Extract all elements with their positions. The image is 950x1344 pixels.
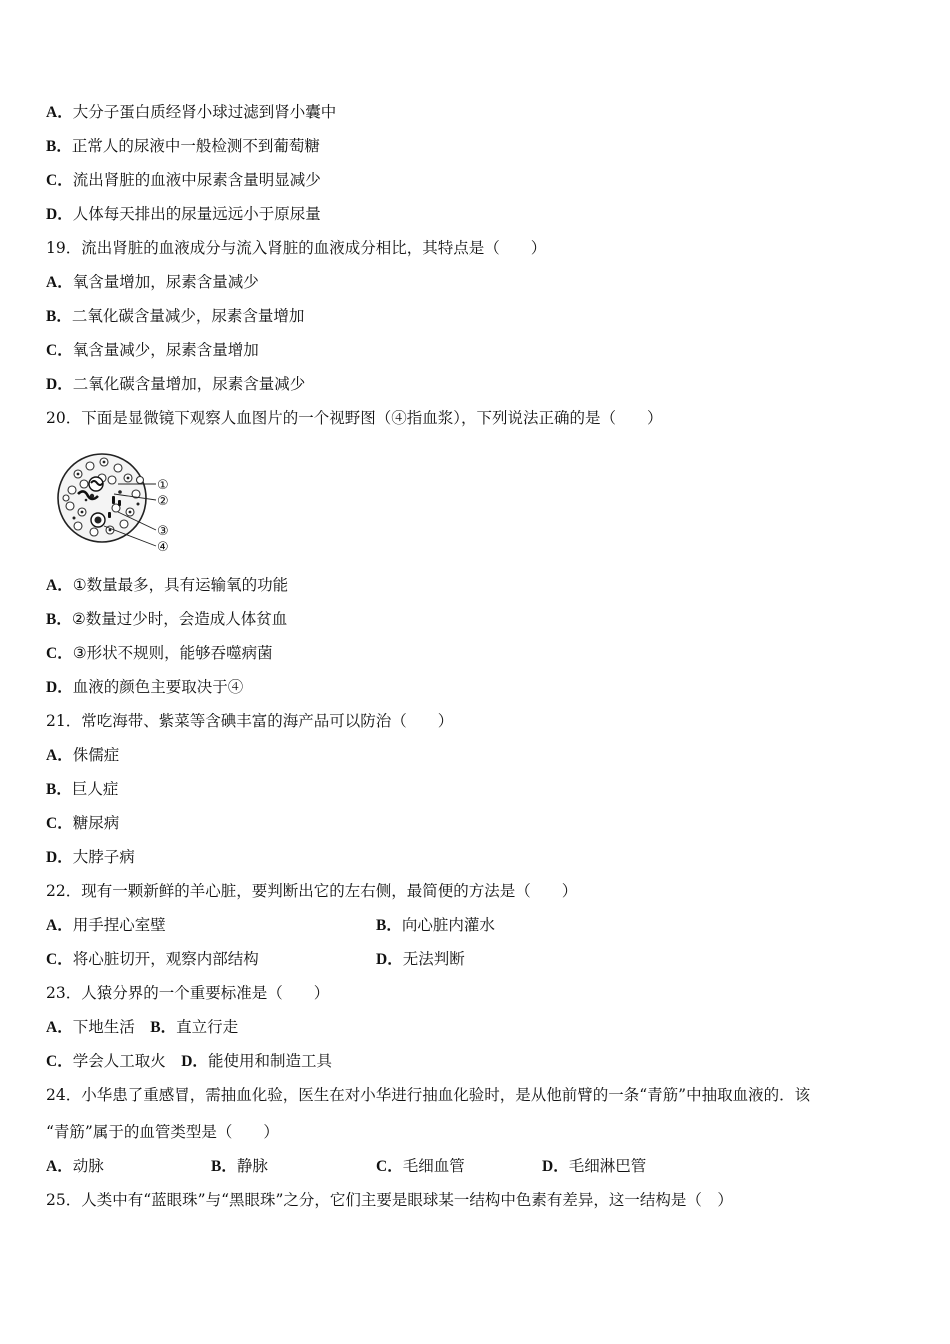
q21-option-c: [46, 813, 119, 834]
option-text: 将心脏切开，观察内部结构: [72, 950, 259, 968]
q19-option-d: [46, 374, 305, 395]
option-text: 糖尿病: [72, 814, 120, 832]
option-label: C．: [46, 1053, 73, 1070]
option-text: 正常人的尿液中一般检测不到葡萄糖: [71, 137, 320, 155]
q18-option-c: [46, 170, 321, 191]
q25-stem: 25．人类中有“蓝眼珠”与“黑眼珠”之分，它们主要是眼球某一结构中色素有差异，这一结构是（ ）: [46, 1191, 733, 1209]
q19-stem: 19．流出肾脏的血液成分与流入肾脏的血液成分相比，其特点是（ ）: [46, 239, 547, 257]
option-label: B．: [46, 781, 72, 798]
option-label: D．: [46, 679, 73, 696]
q24-option-d: [542, 1156, 646, 1177]
option-text: 毛细血管: [402, 1157, 465, 1175]
option-text: 二氧化碳含量减少，尿素含量增加: [71, 307, 305, 325]
option-label: D．: [181, 1053, 208, 1070]
option-label: A．: [46, 577, 73, 594]
figure-label-2: ②: [157, 494, 169, 509]
option-label: D．: [542, 1158, 569, 1175]
q23-options-row-1: [46, 1017, 238, 1038]
q19-option-a: [46, 272, 259, 293]
q19-option-b: [46, 306, 304, 327]
option-label: B．: [376, 917, 402, 934]
option-label: C．: [46, 815, 73, 832]
option-label: D．: [376, 951, 403, 968]
option-label: B．: [46, 308, 72, 325]
q22-stem: 22．现有一颗新鲜的羊心脏，要判断出它的左右侧，最简便的方法是（ ）: [46, 882, 578, 900]
option-text: ①数量最多，具有运输氧的功能: [72, 576, 289, 594]
q23-option-c: [46, 1052, 166, 1070]
option-text: 无法判断: [402, 950, 465, 968]
option-label: A．: [46, 747, 73, 764]
option-text: ②数量过少时，会造成人体贫血: [71, 610, 288, 628]
q23-option-a: [46, 1018, 135, 1036]
option-label: D．: [46, 206, 73, 223]
blood-smear-diagram: [56, 450, 176, 558]
option-text: 毛细淋巴管: [568, 1157, 647, 1175]
option-text: 向心脏内灌水: [401, 916, 495, 934]
q23-options-row-2: [46, 1051, 332, 1072]
blood-smear-figure: [56, 450, 176, 558]
q20-option-d: [46, 677, 243, 698]
q18-option-a: [46, 102, 336, 123]
option-label: D．: [46, 376, 73, 393]
q20-option-a: [46, 575, 288, 596]
q22-option-a: [46, 915, 166, 936]
figure-label-3: ③: [157, 524, 169, 539]
q23-option-b: [150, 1018, 238, 1036]
option-text: 学会人工取火: [72, 1052, 166, 1070]
option-label: A．: [46, 274, 73, 291]
q24-option-a: [46, 1156, 104, 1177]
q21-stem: 21．常吃海带、紫菜等含碘丰富的海产品可以防治（ ）: [46, 712, 454, 730]
option-text: 血液的颜色主要取决于④: [72, 678, 244, 696]
q23-stem: 23．人猿分界的一个重要标准是（ ）: [46, 984, 330, 1002]
q21-option-d: [46, 847, 135, 868]
option-label: C．: [46, 645, 73, 662]
option-label: B．: [46, 611, 72, 628]
q22-option-b: [376, 915, 495, 936]
option-label: C．: [46, 342, 73, 359]
option-text: 流出肾脏的血液中尿素含量明显减少: [72, 171, 321, 189]
option-text: 动脉: [72, 1157, 104, 1175]
option-text: 大脖子病: [72, 848, 135, 866]
option-text: 直立行走: [176, 1018, 239, 1036]
q18-option-d: [46, 204, 321, 225]
option-label: A．: [46, 1158, 73, 1175]
option-label: B．: [46, 138, 72, 155]
q24-option-b: [211, 1156, 268, 1177]
q22-option-d: [376, 949, 465, 970]
microscope-field-circle: [58, 454, 146, 542]
q24-option-c: [376, 1156, 465, 1177]
option-text: 用手捏心室壁: [72, 916, 166, 934]
option-label: D．: [46, 849, 73, 866]
option-label: B．: [211, 1158, 237, 1175]
figure-label-4: ④: [157, 540, 169, 555]
option-text: 二氧化碳含量增加，尿素含量减少: [72, 375, 306, 393]
q19-option-c: [46, 340, 259, 361]
option-text: 下地生活: [72, 1018, 135, 1036]
option-text: 静脉: [236, 1157, 268, 1175]
option-text: 能使用和制造工具: [207, 1052, 332, 1070]
option-label: C．: [376, 1158, 403, 1175]
q23-option-d: [181, 1052, 332, 1070]
option-text: 巨人症: [71, 780, 119, 798]
q20-option-c: [46, 643, 273, 664]
q24-stem-line-2: “青筋”属于的血管类型是（ ）: [46, 1123, 279, 1141]
q21-option-a: [46, 745, 119, 766]
option-text: ③形状不规则，能够吞噬病菌: [72, 644, 273, 662]
option-label: C．: [46, 172, 73, 189]
option-text: 大分子蛋白质经肾小球过滤到肾小囊中: [72, 103, 337, 121]
option-text: 人体每天排出的尿量远远小于原尿量: [72, 205, 321, 223]
option-label: B．: [150, 1019, 177, 1036]
option-label: A．: [46, 1019, 73, 1036]
option-label: C．: [46, 951, 73, 968]
q20-option-b: [46, 609, 287, 630]
q20-stem: 20．下面是显微镜下观察人血图片的一个视野图（④指血浆），下列说法正确的是（ ）: [46, 409, 663, 427]
option-label: A．: [46, 917, 73, 934]
option-label: A．: [46, 104, 73, 121]
option-text: 氧含量增加，尿素含量减少: [72, 273, 259, 291]
figure-label-1: ①: [157, 478, 169, 493]
q22-option-c: [46, 949, 259, 970]
q18-option-b: [46, 136, 320, 157]
option-text: 氧含量减少，尿素含量增加: [72, 341, 259, 359]
option-text: 侏儒症: [72, 746, 120, 764]
q24-stem-line-1: 24．小华患了重感冒，需抽血化验，医生在对小华进行抽血化验时，是从他前臂的一条“青筋”中抽取血液的．该: [46, 1086, 811, 1104]
q21-option-b: [46, 779, 118, 800]
